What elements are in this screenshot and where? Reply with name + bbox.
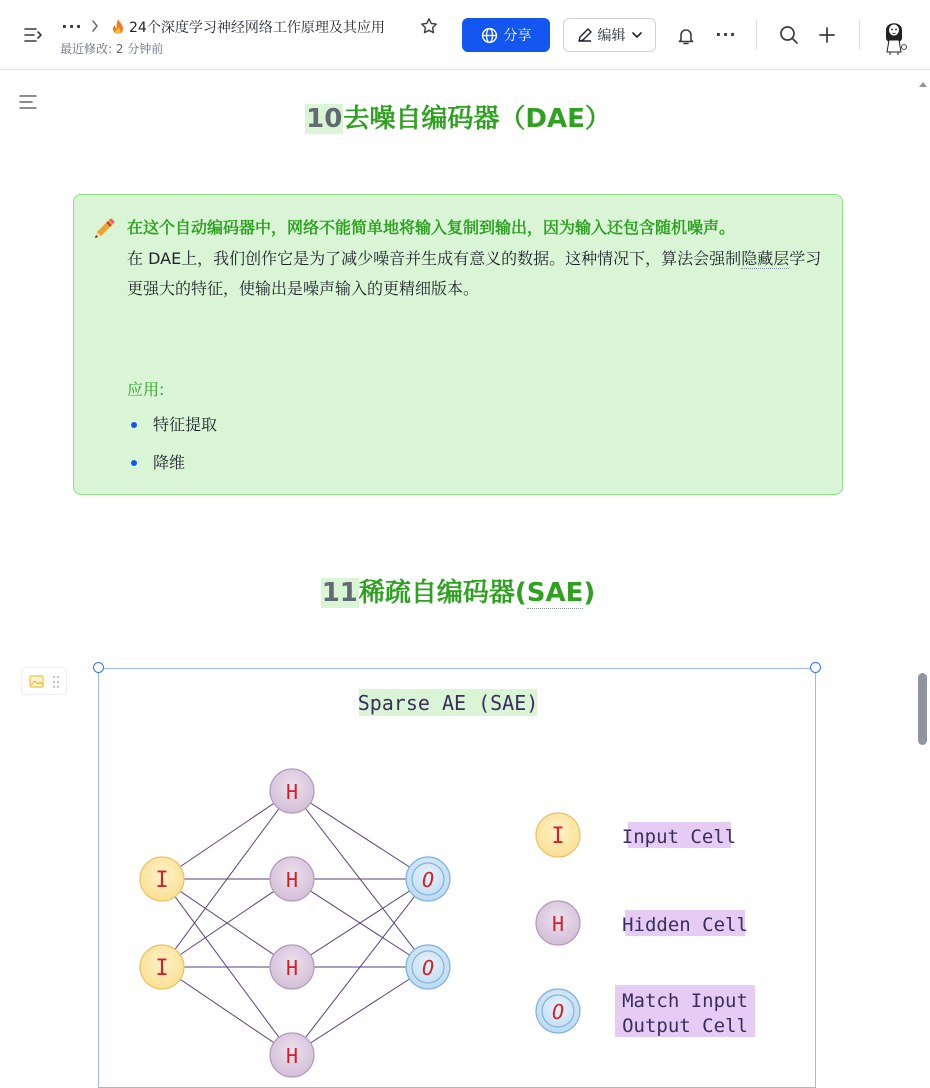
output-cell-letter: O (421, 868, 435, 892)
avatar[interactable] (878, 14, 910, 56)
scroll-up-arrow-icon[interactable] (918, 73, 928, 81)
output-cell (406, 857, 450, 901)
legend-output (536, 985, 755, 1037)
legend-input-label: Input Cell (621, 826, 737, 848)
hidden-cell-letter: H (285, 1044, 299, 1068)
sae-diagram-image[interactable] (98, 668, 816, 1088)
breadcrumb-chevron-icon (88, 16, 102, 36)
legend-hidden-letter: H (551, 912, 565, 936)
breadcrumb-more-icon[interactable]: ··· (61, 16, 83, 36)
sidebar-toggle-icon[interactable] (22, 24, 46, 46)
section-11-heading (0, 572, 916, 609)
applications-list (127, 412, 217, 488)
hidden-cell (270, 769, 314, 813)
toolbar-divider (859, 20, 860, 50)
sae-diagram (99, 669, 816, 1088)
legend-input-letter: I (551, 824, 565, 849)
more-options-icon[interactable]: ··· (715, 24, 737, 44)
input-cell-letter: I (155, 956, 169, 981)
toolbar-divider (756, 20, 757, 50)
hidden-cell-letter: H (285, 868, 299, 892)
edit-mode-button[interactable] (563, 18, 656, 52)
globe-icon (481, 27, 498, 44)
heading-text-underlined: SAE (526, 578, 584, 608)
heading-text: 稀疏自编码器( (358, 578, 527, 608)
share-button-label: 分享 (503, 27, 532, 43)
pencil-icon (577, 27, 593, 43)
heading-number: 11 (321, 578, 358, 608)
callout-body-underlined: 隐藏层 (741, 249, 790, 268)
hidden-cell (270, 945, 314, 989)
list-item: 降维 (127, 450, 217, 488)
pencil-icon (92, 217, 116, 241)
heading-text-end: ) (583, 578, 596, 608)
callout-body (127, 244, 827, 304)
legend-output-label-line2: Output Cell (622, 1015, 748, 1037)
section-10-heading (0, 98, 916, 135)
legend-output-letter: O (551, 1000, 565, 1024)
input-cell (140, 857, 184, 901)
top-bar (0, 0, 930, 70)
input-cell (140, 945, 184, 989)
scrollbar-track[interactable] (916, 70, 930, 1079)
fire-icon (111, 18, 125, 36)
image-block-toolbar[interactable] (21, 667, 67, 695)
list-item: 特征提取 (127, 412, 217, 450)
callout-body-text-end: 学习更强大的特征，使输出是噪声输入的更精细版本。 (127, 249, 822, 298)
callout-block (73, 194, 843, 495)
output-cell (406, 945, 450, 989)
last-modified: 最近修改: 2 分钟前 (60, 42, 164, 56)
callout-body-text: 在 DAE上，我们创作它是为了减少噪音并生成有意义的数据。这种情况下，算法会强制 (127, 249, 742, 268)
legend-hidden-label: Hidden Cell (622, 914, 748, 936)
bell-icon[interactable] (674, 24, 698, 48)
resize-handle-top-left[interactable] (93, 662, 104, 673)
hidden-cell-letter: H (285, 956, 299, 980)
callout-lead: 在这个自动编码器中，网络不能简单地将输入复制到输出，因为输入还包含随机噪声。 (127, 218, 736, 237)
legend-input (536, 813, 736, 857)
star-icon[interactable] (418, 15, 440, 37)
doc-title-text: 24个深度学习神经网络工作原理及其应用 (129, 20, 385, 36)
hidden-cell (270, 857, 314, 901)
scrollbar-thumb[interactable] (918, 673, 927, 745)
edit-button-label: 编辑 (597, 27, 626, 43)
plus-icon[interactable] (815, 23, 839, 47)
legend-hidden (536, 901, 748, 945)
heading-number: 10 (306, 104, 343, 134)
share-button[interactable] (462, 18, 550, 52)
applications-label: 应用: (127, 380, 165, 399)
connection-lines (162, 791, 428, 1055)
heading-text: 去噪自编码器（DAE） (343, 104, 611, 134)
resize-handle-top-right[interactable] (810, 662, 821, 673)
output-cell-letter: O (421, 956, 435, 980)
hidden-cell-letter: H (285, 780, 299, 804)
input-cell-letter: I (155, 868, 169, 893)
doc-title[interactable] (111, 16, 385, 38)
legend-output-label-line1: Match Input (622, 990, 748, 1012)
search-icon[interactable] (777, 23, 801, 47)
diagram-title: Sparse AE (SAE) (357, 691, 539, 715)
hidden-cell (270, 1033, 314, 1077)
chevron-down-icon (631, 29, 643, 41)
